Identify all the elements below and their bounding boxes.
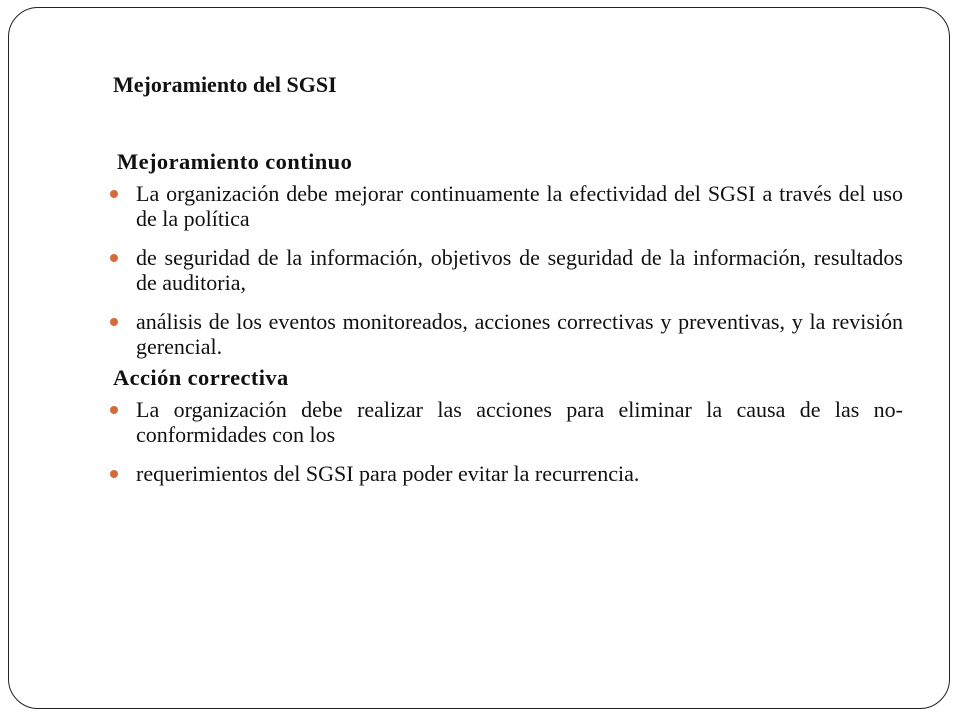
bullet-item (107, 309, 903, 359)
section-heading-mejoramiento-continuo: Mejoramiento continuo (117, 149, 353, 174)
bullet-text: análisis de los eventos monitoreados, acciones correctivas y preventivas, y la revisión gerencial. (136, 309, 903, 359)
bullet-dot-icon (110, 406, 118, 414)
slide-frame (8, 7, 950, 709)
bullet-text: requerimientos del SGSI para poder evitar la recurrencia. (136, 461, 640, 486)
section-heading-accion-correctiva: Acción correctiva (113, 365, 289, 390)
bullet-text: de seguridad de la información, objetivos de seguridad de la información, resultados de auditoria, (136, 245, 903, 295)
bullet-text: La organización debe realizar las acciones para eliminar la causa de las no-conformidades con los (136, 397, 903, 447)
bullet-item (107, 461, 903, 486)
bullet-item (107, 181, 903, 231)
bullet-dot-icon (110, 318, 118, 326)
bullet-item (107, 245, 903, 295)
bullet-dot-icon (110, 190, 118, 198)
slide-content (107, 147, 903, 486)
bullet-dot-icon (110, 470, 118, 478)
bullet-text: La organización debe mejorar continuamente la efectividad del SGSI a través del uso de la política (136, 181, 903, 231)
slide-title: Mejoramiento del SGSI (113, 72, 337, 97)
bullet-dot-icon (110, 254, 118, 262)
bullet-item (107, 397, 903, 447)
